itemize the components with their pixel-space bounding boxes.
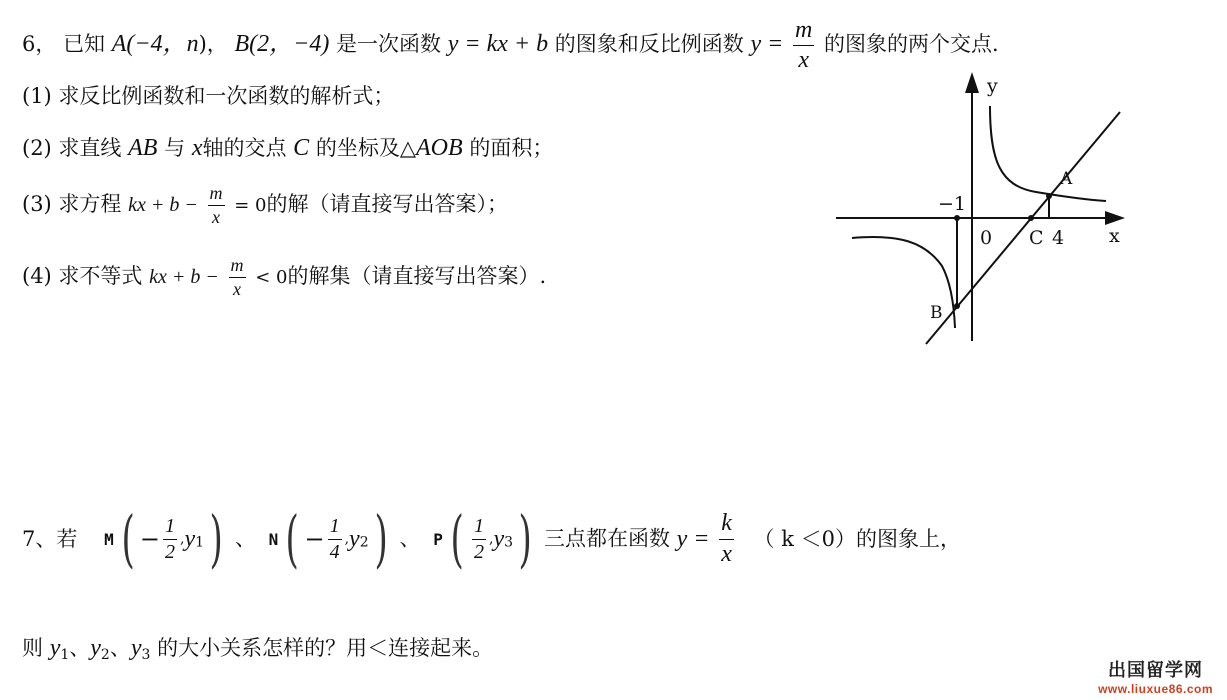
q2-mid1: 与 (164, 136, 186, 160)
point-m-num: 1 (163, 516, 177, 540)
point-c-dot (1028, 215, 1034, 221)
problem7-fraction (719, 511, 734, 566)
q2-ab: AB (128, 135, 158, 161)
y2-sub: 2 (100, 647, 110, 663)
neg1-label: −1 (938, 193, 967, 215)
q3-numerator: m (208, 184, 225, 206)
q4-numerator: m (229, 256, 246, 278)
q4-denominator: x (233, 278, 242, 299)
point-n-den: 4 (329, 540, 340, 563)
point-m-y-sub: 1 (195, 534, 205, 551)
hyperbola-right-branch (990, 106, 1106, 201)
q2-mid2: 轴的交点 (202, 136, 287, 160)
y2: y (90, 635, 101, 661)
q4-end: 的解集（请直接写出答案）. (287, 263, 547, 288)
problem7-text1: 三点都在函数 (543, 526, 670, 551)
q4-expression: kx + b − (149, 265, 219, 288)
sep-y1-y2: 、 (69, 636, 91, 660)
point-n-left-paren: ( (285, 502, 300, 575)
q3-fraction (208, 184, 225, 227)
point-p-y: y (493, 526, 505, 552)
line-ab (926, 112, 1120, 344)
problem7-number: 7、若 (22, 526, 78, 551)
q2-pre: (2) 求直线 (22, 136, 122, 160)
problem7-statement (22, 502, 961, 575)
point-n-y: y (349, 526, 360, 552)
inverse-y-eq: y = (750, 31, 784, 58)
point-m-fraction (163, 516, 177, 563)
point-m-sign: − (139, 525, 161, 553)
point-p-letter: P (433, 529, 443, 549)
point-a-close: )， (198, 32, 228, 57)
point-p-y-sub: 3 (504, 534, 514, 551)
separator-2: 、 (399, 526, 421, 551)
y-axis-label: y (987, 75, 998, 97)
point-n-sign: − (304, 525, 325, 553)
point-m-den: 2 (165, 540, 176, 563)
point-p: P ( $\frac{1}{2}$ ,y3) (433, 502, 532, 575)
point-n-letter: N (268, 529, 279, 549)
line2-end: 的大小关系怎样的？用＜连接起来。 (157, 636, 494, 660)
point-a-dot (1046, 193, 1052, 199)
q2-mid3: 的坐标及△ (315, 136, 417, 160)
q4-relation: < 0 (255, 266, 288, 288)
a-label: A (1060, 169, 1073, 189)
problem7-fraction-num: k (719, 511, 734, 539)
q2-aob: AOB (416, 135, 463, 161)
q2-c: C (293, 135, 310, 161)
point-n-right-paren: ) (374, 502, 388, 575)
point-p-left-paren: ( (450, 502, 464, 575)
point-n: N ( − $\frac{1}{4}$ ,y2) (268, 502, 388, 575)
logo-title: 出国留学网 (1108, 660, 1204, 681)
point-n-y-sub: 2 (359, 534, 369, 551)
q3-pre: (3) 求方程 (22, 191, 122, 216)
site-logo (1098, 656, 1213, 696)
point-p-right-paren: ) (518, 502, 532, 575)
problem7-y-eq: y = (676, 526, 710, 552)
question-2 (22, 136, 553, 160)
question-1 (22, 86, 394, 107)
point-p-fraction (472, 516, 486, 563)
y3-sub: 3 (141, 647, 151, 663)
problem7-fraction-den: x (721, 540, 732, 567)
line2-pre: 则 (22, 636, 43, 660)
origin-label: 0 (980, 227, 993, 249)
problem6-text3: 的图象的两个交点． (824, 32, 1014, 57)
x-axis-arrow (1105, 211, 1125, 225)
q2-x: x (191, 135, 203, 161)
y1: y (49, 635, 61, 661)
problem6-text2: 的图象和反比例函数 (554, 32, 744, 57)
x-axis-label: x (1109, 225, 1120, 247)
inverse-fraction (793, 18, 814, 73)
point-b-dot (954, 303, 960, 309)
problem7-question (22, 636, 493, 662)
sep-y2-y3: 、 (109, 636, 131, 660)
point-neg1-dot (954, 215, 960, 221)
point-a: A(−4， (111, 31, 187, 58)
problem6-text1: 是一次函数 (336, 32, 442, 57)
y-axis-arrow (965, 72, 979, 93)
q4-fraction (229, 256, 246, 299)
b-label: B (930, 303, 943, 323)
question-3 (22, 184, 508, 227)
q3-denominator: x (212, 206, 221, 227)
function-graph (830, 66, 1130, 348)
point-m: M ( − $\frac{1}{2}$ ,y1) (104, 502, 223, 575)
q3-expression: kx + b − (128, 193, 198, 216)
logo-url: www.liuxue86.com (1098, 682, 1213, 696)
question-1-text: (1) 求反比例函数和一次函数的解析式； (22, 84, 395, 108)
point-m-y: y (184, 526, 196, 552)
c-label: C (1029, 227, 1044, 249)
point-p-den: 2 (474, 540, 485, 563)
four-label: 4 (1052, 227, 1065, 249)
question-4 (22, 256, 546, 299)
problem6-number: 6， (22, 32, 57, 57)
q4-pre: (4) 求不等式 (22, 263, 143, 288)
q2-end: 的面积； (469, 136, 554, 160)
point-m-right-paren: ) (209, 502, 223, 575)
point-m-letter: M (104, 529, 114, 549)
point-p-num: 1 (472, 516, 486, 540)
separator-1: 、 (234, 526, 256, 551)
y1-sub: 1 (60, 647, 70, 663)
point-b: B(2，−4) (234, 31, 330, 58)
linear-equation: y = kx + b (447, 31, 549, 58)
fraction-numerator: m (793, 18, 814, 46)
point-n-num: 1 (328, 516, 342, 540)
point-a-n: n (186, 31, 199, 58)
fraction-denominator: x (798, 47, 809, 74)
y3: y (130, 635, 142, 661)
point-m-left-paren: ( (121, 502, 135, 575)
q3-end: 的解（请直接写出答案）； (266, 191, 508, 216)
q3-relation: = 0 (234, 194, 267, 216)
problem7-condition: （ k ＜0）的图象上， (753, 526, 961, 551)
problem6-intro: 已知 (63, 32, 106, 57)
point-n-fraction (328, 516, 342, 563)
